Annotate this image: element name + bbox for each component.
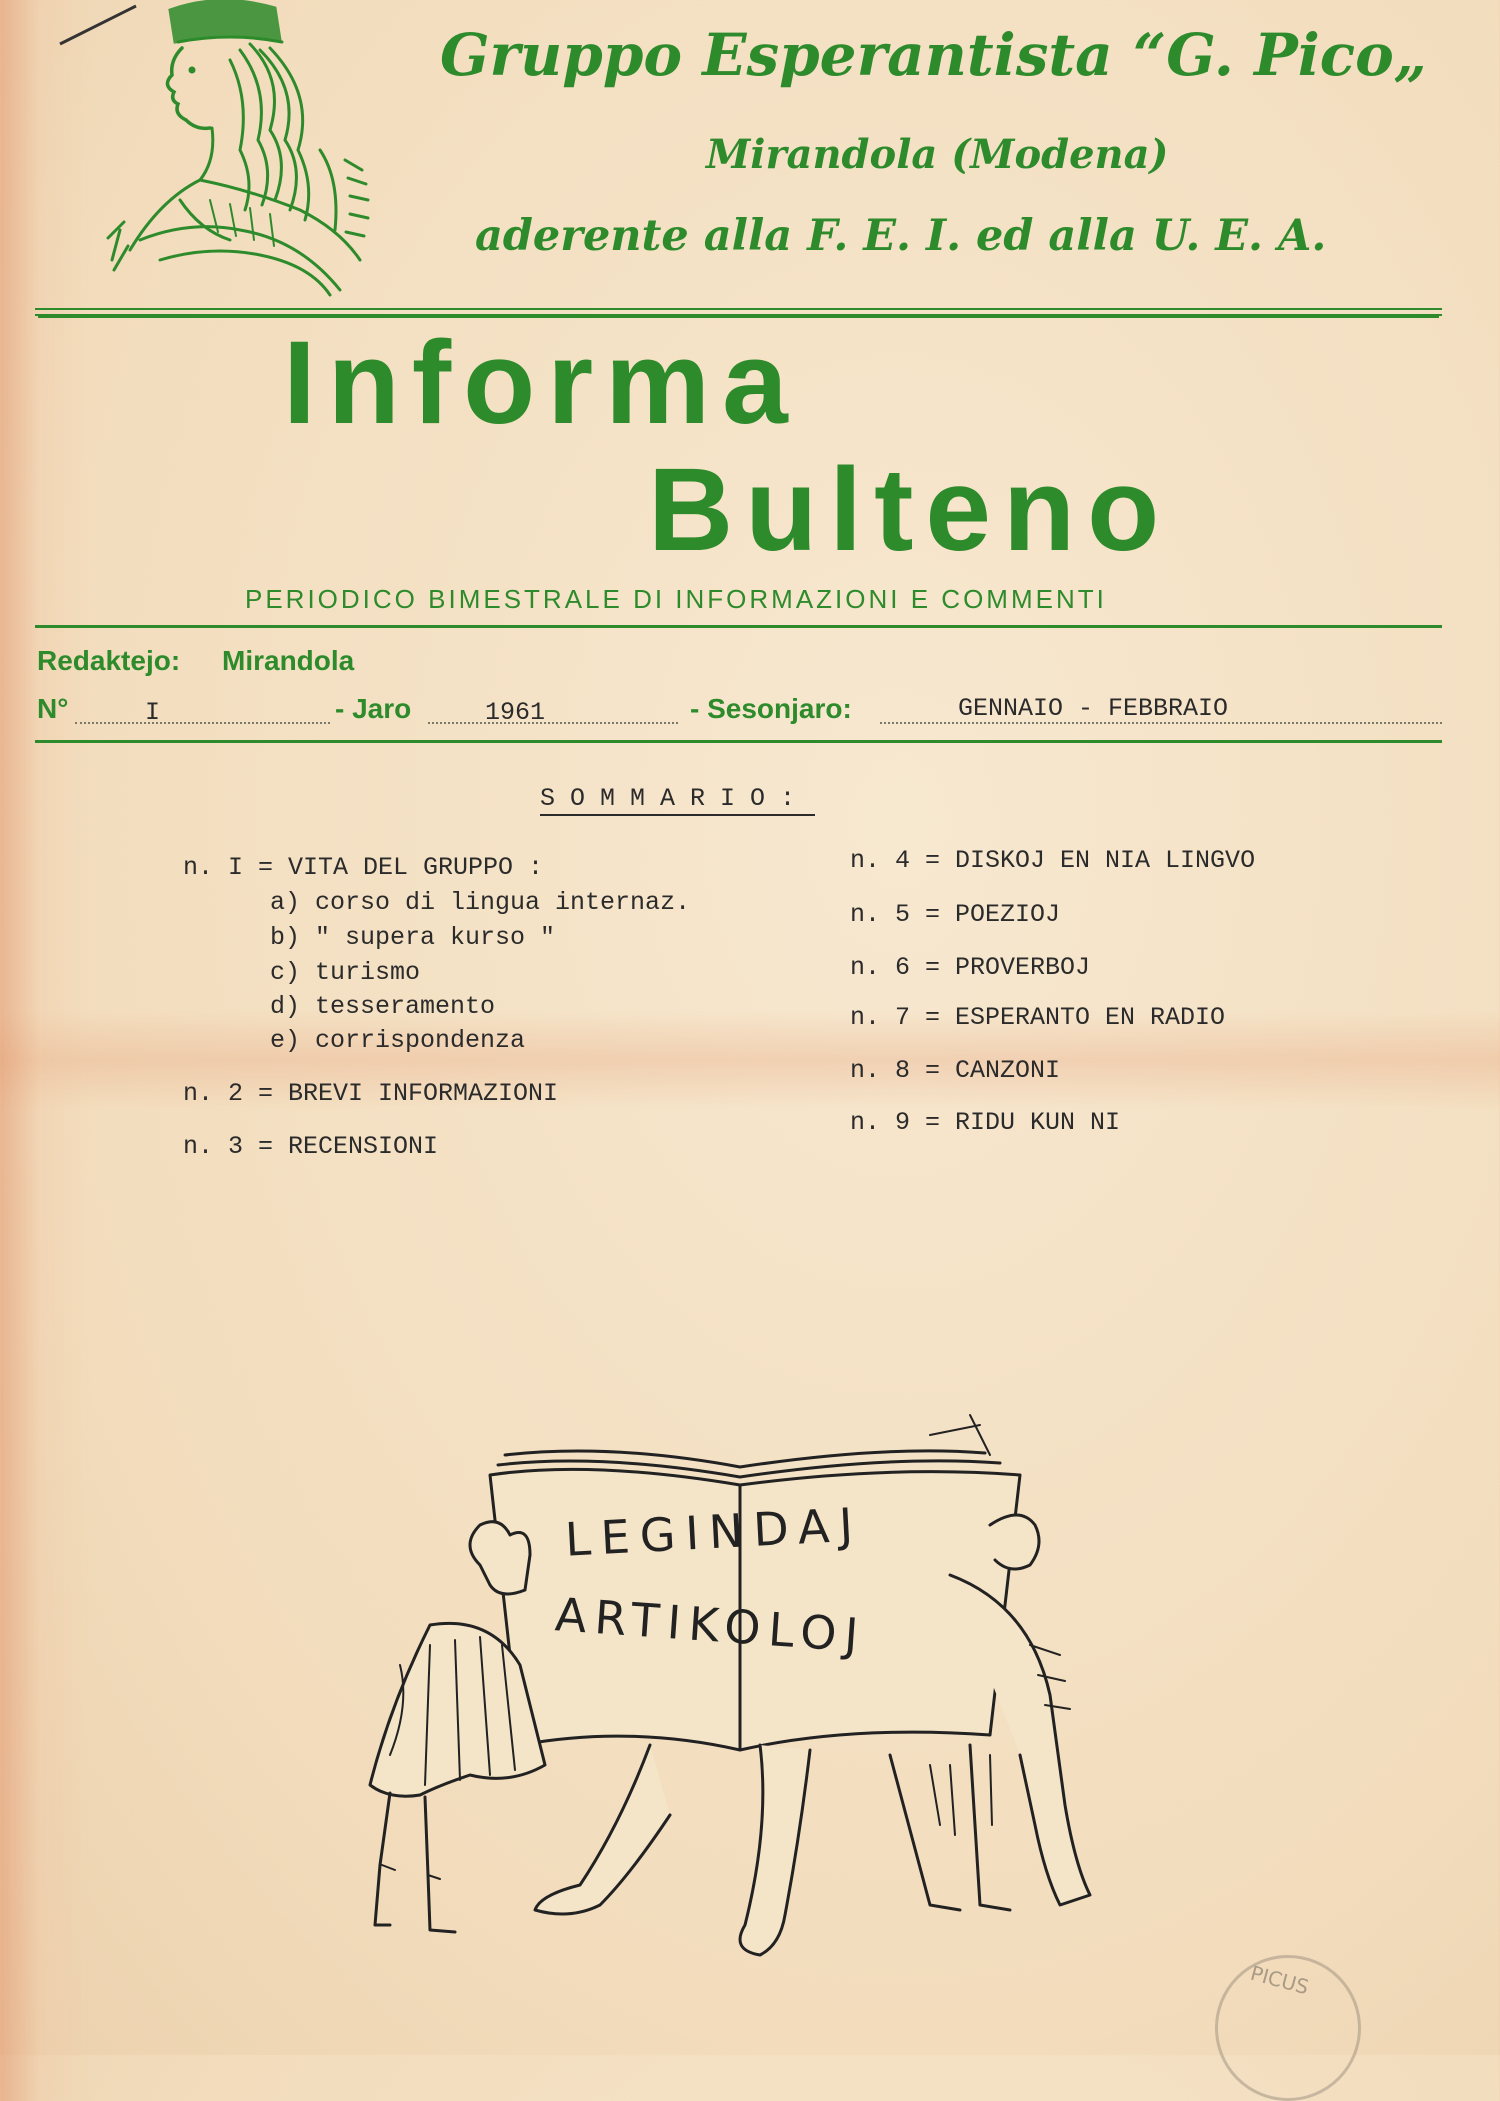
jaro-dotted-line [428,722,678,724]
jaro-label: - Jaro [335,693,412,724]
redaktejo-value: Mirandola [222,645,355,676]
toc-left-item: e) corrispondenza [270,1026,526,1055]
toc-left-item: a) corso di lingua internaz. [270,888,691,917]
sommario-title-underline [540,814,815,816]
illustration-text-line1: LEGINDAJ [563,1497,865,1567]
redaktejo-label: Redaktejo: [37,645,181,676]
sommario-title: S O M M A R I O : [540,784,796,813]
toc-left-item: c) turismo [270,958,421,987]
toc-left-item: n. 3 = RECENSIONI [183,1132,439,1161]
group-affiliation: aderente alla F. E. I. ed alla U. E. A. [475,211,1327,261]
masthead-title-line2: Bulteno [648,444,1172,576]
group-name: Gruppo Esperantista “G. Pico„ [440,21,1428,89]
masthead-title-line1: Informa [283,317,800,449]
toc-left-item: b) " supera kurso " [270,923,556,952]
toc-right-item: n. 7 = ESPERANTO EN RADIO [850,1003,1226,1032]
jaro-value: 1961 [485,698,546,727]
header-divider [35,308,1442,316]
portrait-engraving-icon [100,0,370,300]
number-dotted-line [75,722,330,724]
stamp-text: PICUS [1247,1960,1312,2000]
toc-right-item: n. 5 = POEZIOJ [850,900,1061,929]
masthead-divider [35,625,1442,628]
sesonjaro-label: - Sesonjaro: [690,693,852,724]
toc-left-item: d) tesseramento [270,992,496,1021]
toc-right-item: n. 4 = DISKOJ EN NIA LINGVO [850,846,1256,875]
illustration-text-line2: ARTIKOLOJ [553,1587,868,1663]
readers-cartoon-icon [330,1405,1130,1985]
toc-left-item: n. I = VITA DEL GRUPPO : [183,853,544,882]
info-divider [35,740,1442,743]
toc-left-item: n. 2 = BREVI INFORMAZIONI [183,1079,559,1108]
group-city: Mirandola (Modena) [706,131,1169,178]
sesonjaro-value: GENNAIO - FEBBRAIO [958,694,1229,723]
toc-right-item: n. 9 = RIDU KUN NI [850,1108,1121,1137]
toc-right-item: n. 6 = PROVERBOJ [850,953,1091,982]
masthead-subtitle: PERIODICO BIMESTRALE DI INFORMAZIONI E COMMENTI [245,584,1107,614]
number-label: N° [37,693,69,724]
number-value: I [145,698,161,727]
toc-right-item: n. 8 = CANZONI [850,1056,1061,1085]
